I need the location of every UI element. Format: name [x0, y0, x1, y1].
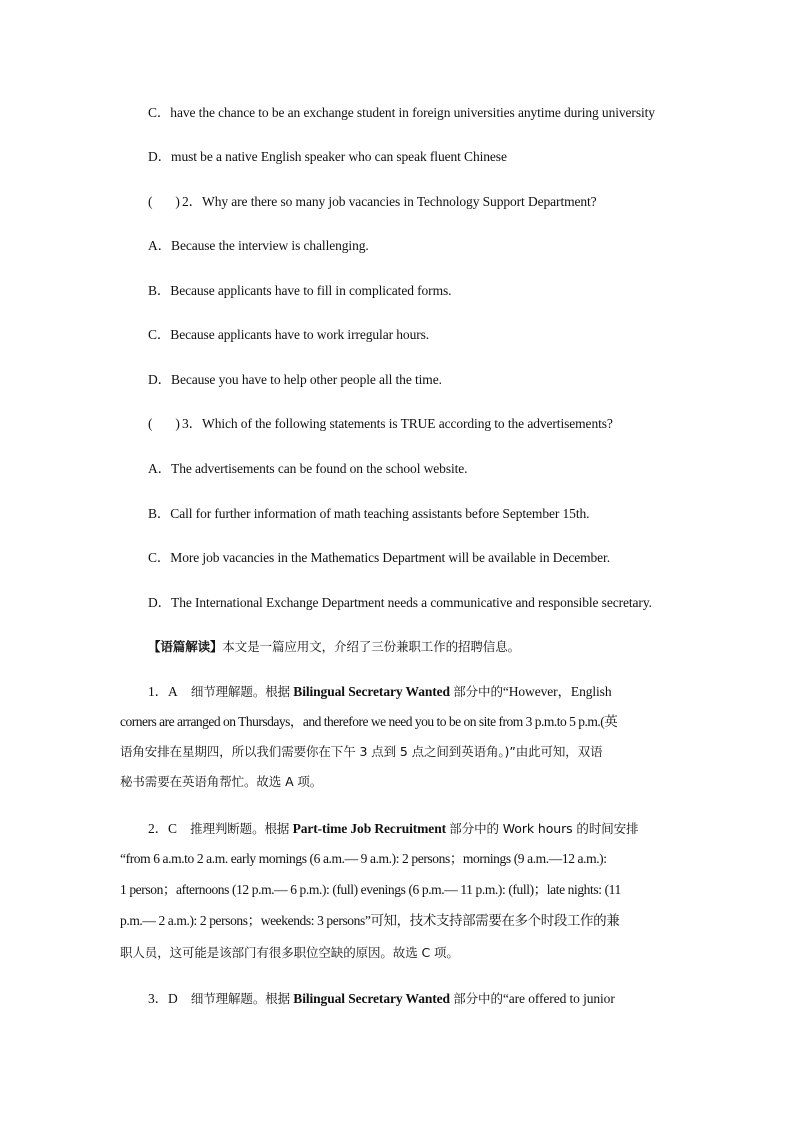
q3-answer-blank[interactable]: ( ) — [148, 416, 180, 431]
answer-1-line-1: 1．A 细节理解题。根据 Bilingual Secretary Wanted 部分中的“However，English — [148, 684, 612, 699]
answer-2-line-4: p.m.— 2 a.m.): 2 persons；weekends: 3 persons”可知，技术支持部需要在多个时段工作的兼 — [120, 913, 620, 928]
answer-2-line-3: 1 person；afternoons (12 p.m.— 6 p.m.): (full) evenings (6 p.m.— 11 p.m.): (full)；late nights: (11 — [120, 882, 621, 897]
q2-option-a: A．Because the interview is challenging. — [148, 238, 369, 253]
analysis-header-label: 【语篇解读】 — [148, 639, 223, 654]
answer-1-line-3: 语角安排在星期四，所以我们需要你在下午 3 点到 5 点之间到英语角。)”由此可知，双语 — [120, 744, 603, 759]
q2-option-d: D．Because you have to help other people all the time. — [148, 372, 442, 387]
answer-2-line-2: “from 6 a.m.to 2 a.m. early mornings (6 a.m.— 9 a.m.): 2 persons；mornings (9 a.m.—12 a.m.): — [120, 851, 607, 866]
answer-1-line-4: 秘书需要在英语角帮忙。故选 A 项。 — [120, 774, 323, 789]
q1-option-c: C．have the chance to be an exchange student in foreign universities anytime during university — [148, 105, 655, 120]
answer-1-line-2: corners are arranged on Thursdays，and therefore we need you to be on site from 3 p.m.to 5 p.m.(英 — [120, 714, 618, 729]
q3-option-b: B．Call for further information of math teaching assistants before September 15th. — [148, 506, 590, 521]
q3-option-a: A．The advertisements can be found on the school website. — [148, 461, 468, 476]
answer-3-line-1: 3．D 细节理解题。根据 Bilingual Secretary Wanted 部分中的“are offered to junior — [148, 991, 615, 1006]
answer-2-line-1: 2．C 推理判断题。根据 Part-time Job Recruitment 部分中的 Work hours 的时间安排 — [148, 821, 639, 836]
analysis-header — [148, 638, 520, 656]
q2-option-c: C．Because applicants have to work irregular hours. — [148, 327, 430, 342]
analysis-header-text: 本文是一篇应用文，介绍了三份兼职工作的招聘信息。 — [222, 639, 521, 654]
q2-stem: ( ) 2．Why are there so many job vacancies in Technology Support Department? — [148, 194, 597, 209]
q3-stem: ( ) 3．Which of the following statements is TRUE according to the advertisements? — [148, 416, 613, 431]
q3-option-c: C．More job vacancies in the Mathematics Department will be available in December. — [148, 550, 610, 565]
answer-2-line-5: 职人员，这可能是该部门有很多职位空缺的原因。故选 C 项。 — [120, 945, 459, 960]
q3-option-d: D．The International Exchange Department needs a communicative and responsible secretary. — [148, 595, 652, 610]
q2-answer-blank[interactable]: ( ) — [148, 194, 180, 209]
q2-option-b: B．Because applicants have to fill in complicated forms. — [148, 283, 452, 298]
q1-option-d: D．must be a native English speaker who can speak fluent Chinese — [148, 149, 507, 164]
